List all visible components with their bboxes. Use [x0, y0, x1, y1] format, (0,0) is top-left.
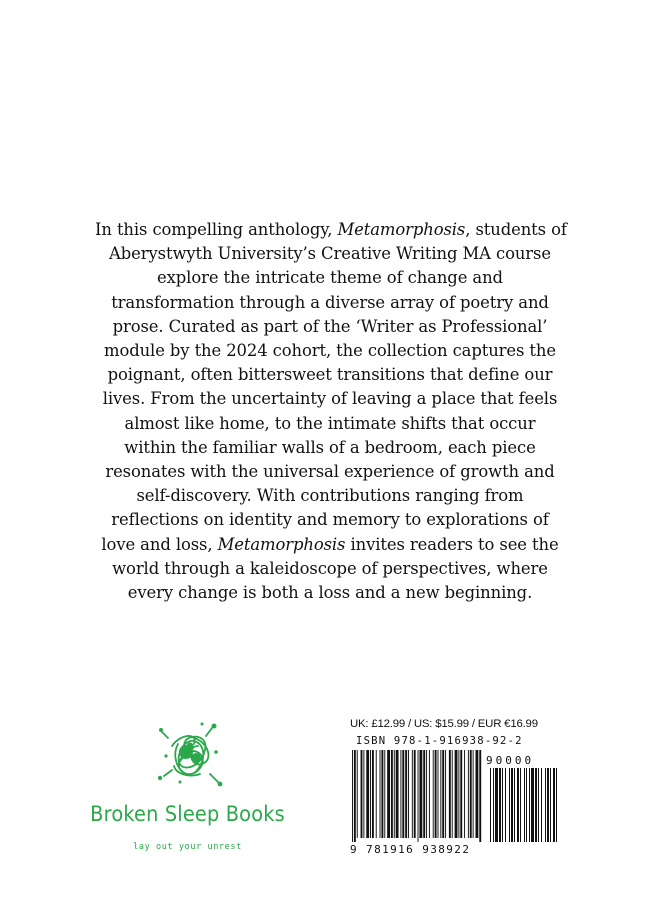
publisher-tagline: lay out your unrest [133, 842, 242, 852]
barcode-bar [423, 750, 425, 838]
blurb-line [95, 291, 565, 315]
barcode-addon-bar [511, 768, 513, 842]
blurb-line [95, 339, 565, 363]
barcode-addon-bar [538, 768, 539, 842]
barcode-bar [418, 750, 419, 842]
barcode-bar [354, 750, 356, 842]
barcode-bar [412, 750, 413, 838]
barcode-bar [433, 750, 434, 838]
blurb-line [95, 460, 565, 484]
barcode-bar [464, 750, 465, 838]
blurb-line [95, 436, 565, 460]
barcode-addon-bar [517, 768, 519, 842]
barcode-addon-bar [493, 768, 494, 842]
barcode-addon-bar [524, 768, 525, 842]
barcode-addon-bar [535, 768, 537, 842]
blurb-text: invites readers to see the [345, 534, 559, 554]
barcode-bar [452, 750, 453, 838]
barcode-bar [426, 750, 427, 838]
blurb-text: reflections on identity and memory to explorations of [111, 510, 549, 530]
barcode-bar [376, 750, 377, 838]
barcode-bar [405, 750, 407, 838]
blurb-line [95, 533, 565, 557]
barcode-bar [458, 750, 459, 838]
barcode-bar [435, 750, 437, 838]
barcode-bar [370, 750, 371, 838]
barcode-bar [394, 750, 395, 838]
blurb-text: In this compelling anthology, [95, 220, 338, 239]
barcode-bar [438, 750, 439, 838]
blurb-text: poignant, often bittersweet transitions that define our [107, 365, 553, 385]
barcode-block [350, 718, 562, 868]
barcode-bar [387, 750, 390, 838]
barcode-addon-bar [547, 768, 549, 842]
publisher-logo [80, 716, 295, 866]
barcode-bar [366, 750, 369, 838]
barcode-bar [476, 750, 479, 838]
barcode-addon-bar [553, 768, 555, 842]
isbn-label: ISBN 978-1-916938-92-2 [356, 735, 523, 747]
barcode-bar [479, 750, 481, 842]
blurb-text: within the familiar walls of a bedroom, each piece [124, 437, 536, 457]
blurb-line [95, 218, 565, 242]
publisher-name: Broken Sleep Books [90, 802, 285, 826]
barcode-addon-bar [529, 768, 530, 842]
barcode-addon-bar [505, 768, 506, 842]
barcode-bar [400, 750, 401, 838]
scribble-logo-icon [150, 716, 230, 792]
barcode-bar [442, 750, 444, 838]
barcode-bar [414, 750, 416, 838]
barcode-bar [455, 750, 458, 838]
barcode-bar [391, 750, 393, 838]
barcode-addon-bar [514, 768, 515, 842]
barcode-bar [384, 750, 385, 838]
barcode-bar [357, 750, 358, 838]
barcode-bar [460, 750, 462, 838]
blurb-text: world through a kaleidoscope of perspectives, where [112, 558, 548, 578]
barcode-addon-bar [545, 768, 546, 842]
blurb-text: explore the intricate theme of change and [157, 268, 503, 288]
barcode-bar [402, 750, 404, 838]
barcode-addon-bar [509, 768, 510, 842]
barcode-bar [372, 750, 374, 838]
blurb-text: resonates with the universal experience of growth and [105, 462, 555, 482]
barcode-bar [468, 750, 469, 838]
barcode-addon-bar [556, 768, 557, 842]
blurb-line [95, 557, 565, 581]
barcode-bar [440, 750, 441, 838]
barcode-addon-bar [531, 768, 534, 842]
barcode-bar [381, 750, 383, 838]
barcode-addon-bar [490, 768, 491, 842]
barcode-bar [396, 750, 399, 838]
blurb-line [95, 363, 565, 387]
barcode-bar [361, 750, 363, 838]
blurb-text: transformation through a diverse array of poetry and [111, 292, 549, 312]
barcode-bar [363, 750, 364, 838]
blurb-text: module by the 2024 cohort, the collection captures the [104, 341, 556, 361]
barcode-bar [408, 750, 409, 838]
barcode-addon-bar [526, 768, 527, 842]
blurb-text: self-discovery. With contributions ranging from [136, 486, 524, 506]
barcode-digits: 9 781916 938922 [350, 843, 471, 856]
barcode-addon-bar [541, 768, 542, 842]
blurb-line [95, 412, 565, 436]
barcode-addon-bar [550, 768, 551, 842]
blurb-text: lives. From the uncertainty of leaving a place that feels [102, 389, 558, 409]
blurb-text: every change is both a loss and a new beginning. [127, 583, 533, 603]
barcode-bar [470, 750, 472, 838]
book-title-italic: Metamorphosis [217, 534, 346, 554]
blurb-text: love and loss, [101, 534, 218, 554]
blurb-line [95, 266, 565, 290]
blurb-line [95, 387, 565, 411]
barcode-bar [380, 750, 381, 838]
blurb-text: prose. Curated as part of the ‘Writer as Professional’ [112, 316, 548, 336]
blurb-text: , students of [465, 220, 567, 239]
blurb-line [95, 484, 565, 508]
book-title-italic: Metamorphosis [337, 220, 466, 239]
blurb-text: almost like home, to the intimate shifts that occur [124, 413, 536, 433]
blurb-line [95, 242, 565, 266]
barcode-bar [473, 750, 474, 838]
barcode-bar [429, 750, 430, 838]
blurb-line [95, 581, 565, 605]
back-cover-blurb [95, 218, 565, 605]
barcode-addon-bar [520, 768, 521, 842]
blurb-line [95, 508, 565, 532]
blurb-text: Aberystwyth University’s Creative Writing MA course [109, 244, 551, 264]
blurb-line [95, 315, 565, 339]
barcode-addon-bar [495, 768, 498, 842]
barcode-bar [419, 750, 422, 838]
barcode-bar [352, 750, 353, 842]
barcode-addon-bar [502, 768, 503, 842]
price-line: UK: £12.99 / US: $15.99 / EUR €16.99 [350, 718, 538, 730]
barcode-bar [445, 750, 446, 838]
barcode-bar [449, 750, 451, 838]
barcode-addon-digits: 90000 [486, 754, 535, 767]
barcode-addon-bar [499, 768, 501, 842]
